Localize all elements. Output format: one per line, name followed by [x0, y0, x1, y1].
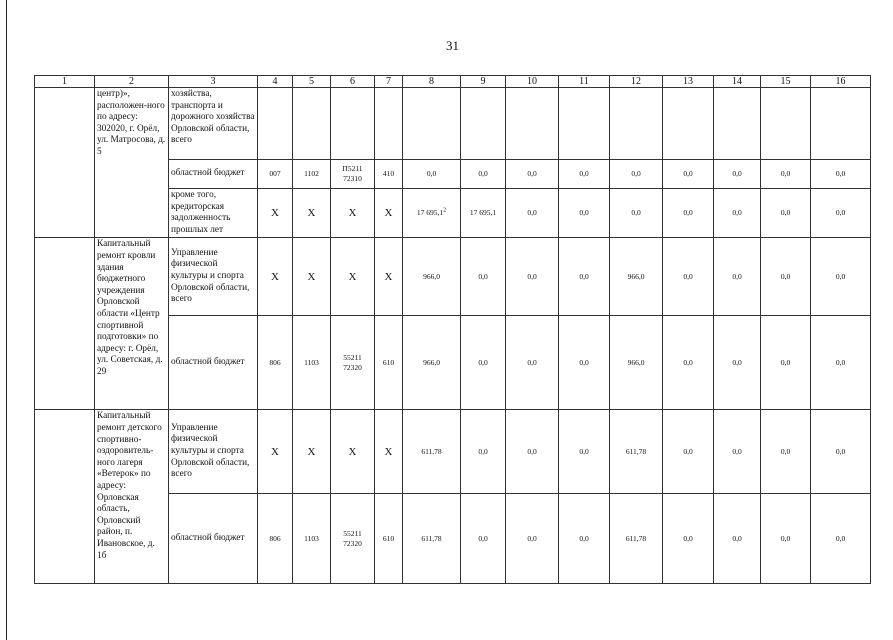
cell: 0,0: [663, 189, 714, 238]
cell: 0,0: [461, 160, 506, 189]
cell: 1102: [293, 160, 331, 189]
cell: [375, 88, 403, 160]
cell: 0,0: [610, 189, 663, 238]
cell: 55211 72320: [331, 316, 375, 410]
cell: 610: [375, 316, 403, 410]
column-header: 8: [403, 76, 461, 88]
cell: X: [258, 238, 293, 316]
cell: X: [293, 238, 331, 316]
cell: [461, 88, 506, 160]
budget-table: [34, 75, 871, 584]
cell: 611,78: [403, 494, 461, 584]
cell: 966,0: [610, 316, 663, 410]
cell: 0,0: [559, 238, 610, 316]
cell: 0,0: [761, 410, 811, 494]
cell: 966,0: [610, 238, 663, 316]
recipient-cell: областной бюджет: [169, 160, 258, 189]
cell: [258, 88, 293, 160]
cell: 0,0: [559, 160, 610, 189]
cell-col1: [35, 410, 95, 584]
cell: 966,0: [403, 238, 461, 316]
cell: [761, 88, 811, 160]
cell: 0,0: [714, 189, 761, 238]
cell: 0,0: [559, 410, 610, 494]
cell: 0,0: [461, 410, 506, 494]
cell: П5211 72310: [331, 160, 375, 189]
cell: 0,0: [761, 160, 811, 189]
cell: 0,0: [811, 494, 871, 584]
cell: X: [375, 410, 403, 494]
cell: 0,0: [506, 410, 559, 494]
cell: 0,0: [663, 238, 714, 316]
cell-col1: [35, 238, 95, 410]
cell: 0,0: [506, 160, 559, 189]
column-header: 6: [331, 76, 375, 88]
cell: [559, 88, 610, 160]
object-description: Капитальный ремонт кровли здания бюджетного учреждения Орловской области «Центр спортивной подготовки» по адресу: г. Орёл, ул. Советская, д. 29: [95, 238, 169, 410]
cell: 0,0: [811, 189, 871, 238]
cell: X: [258, 189, 293, 238]
cell: 410: [375, 160, 403, 189]
cell: 611,78: [403, 410, 461, 494]
cell: 0,0: [811, 316, 871, 410]
table-row: [35, 410, 871, 494]
cell: 0,0: [559, 189, 610, 238]
cell: 0,0: [559, 316, 610, 410]
recipient-cell: областной бюджет: [169, 316, 258, 410]
cell: 0,0: [461, 494, 506, 584]
cell: [331, 88, 375, 160]
cell-value: 17 695,1: [416, 208, 444, 218]
page-number: 31: [446, 38, 459, 53]
cell: [293, 88, 331, 160]
cell: X: [331, 238, 375, 316]
column-header: 7: [375, 76, 403, 88]
column-header: 3: [169, 76, 258, 88]
cell: 0,0: [714, 410, 761, 494]
cell: X: [375, 238, 403, 316]
cell-col1: [35, 88, 95, 238]
column-header: 9: [461, 76, 506, 88]
cell: 0,0: [663, 410, 714, 494]
column-header: 2: [95, 76, 169, 88]
column-header: 10: [506, 76, 559, 88]
column-header: 16: [811, 76, 871, 88]
recipient-cell: кроме того, кредиторская задолженность прошлых лет: [169, 189, 258, 238]
table-row: [35, 238, 871, 316]
cell: 55211 72320: [331, 494, 375, 584]
footnote-mark: 2: [443, 207, 447, 214]
cell: 0,0: [461, 238, 506, 316]
cell: X: [258, 410, 293, 494]
cell: 007: [258, 160, 293, 189]
cell: 0,0: [559, 494, 610, 584]
cell: 611,78: [610, 410, 663, 494]
cell: 0,0: [811, 410, 871, 494]
object-description: Капитальный ремонт детского спортивно-оздоровитель-ного лагеря «Ветерок» по адресу: Орловская область, Орловский район, п. Ивановское, д. 1б: [95, 410, 169, 584]
recipient-cell: Управление физической культуры и спорта Орловской области, всего: [169, 238, 258, 316]
cell: 0,0: [663, 160, 714, 189]
cell: 0,0: [761, 189, 811, 238]
cell: 806: [258, 494, 293, 584]
cell: [610, 88, 663, 160]
column-header: 12: [610, 76, 663, 88]
cell: 1103: [293, 494, 331, 584]
cell: [663, 88, 714, 160]
column-header: 5: [293, 76, 331, 88]
column-header: 13: [663, 76, 714, 88]
cell: X: [331, 189, 375, 238]
cell: [714, 88, 761, 160]
table-row: [35, 88, 871, 160]
cell: 0,0: [663, 494, 714, 584]
cell: [811, 88, 871, 160]
cell: 0,0: [714, 316, 761, 410]
cell: X: [293, 189, 331, 238]
cell: 0,0: [811, 160, 871, 189]
cell: 0,0: [714, 494, 761, 584]
cell: 806: [258, 316, 293, 410]
column-number-row: [35, 76, 871, 88]
cell: 0,0: [506, 238, 559, 316]
cell: 0,0: [506, 316, 559, 410]
column-header: 14: [714, 76, 761, 88]
cell: 0,0: [714, 238, 761, 316]
cell: 0,0: [610, 160, 663, 189]
cell: [403, 88, 461, 160]
cell: 0,0: [761, 238, 811, 316]
recipient-cell: областной бюджет: [169, 494, 258, 584]
column-header: 15: [761, 76, 811, 88]
cell: 0,0: [811, 238, 871, 316]
object-description: центр)», расположен-ного по адресу: 302020, г. Орёл, ул. Матросова, д. 5: [95, 88, 169, 238]
cell: 0,0: [506, 189, 559, 238]
cell: 966,0: [403, 316, 461, 410]
column-header: 11: [559, 76, 610, 88]
recipient-cell: хозяйства, транспорта и дорожного хозяйства Орловской области, всего: [169, 88, 258, 160]
cell: 0,0: [403, 160, 461, 189]
recipient-cell: Управление физической культуры и спорта Орловской области, всего: [169, 410, 258, 494]
cell: 610: [375, 494, 403, 584]
cell: 0,0: [506, 494, 559, 584]
cell: 0,0: [761, 494, 811, 584]
cell: 611,78: [610, 494, 663, 584]
cell: 0,0: [761, 316, 811, 410]
cell: [403, 189, 461, 238]
cell: 0,0: [714, 160, 761, 189]
cell: 0,0: [663, 316, 714, 410]
page-margin-rule: [6, 0, 7, 640]
cell: 1103: [293, 316, 331, 410]
cell: 17 695,1: [461, 189, 506, 238]
cell: X: [331, 410, 375, 494]
cell: X: [293, 410, 331, 494]
column-header: 1: [35, 76, 95, 88]
cell: 0,0: [461, 316, 506, 410]
cell: [506, 88, 559, 160]
cell: X: [375, 189, 403, 238]
column-header: 4: [258, 76, 293, 88]
